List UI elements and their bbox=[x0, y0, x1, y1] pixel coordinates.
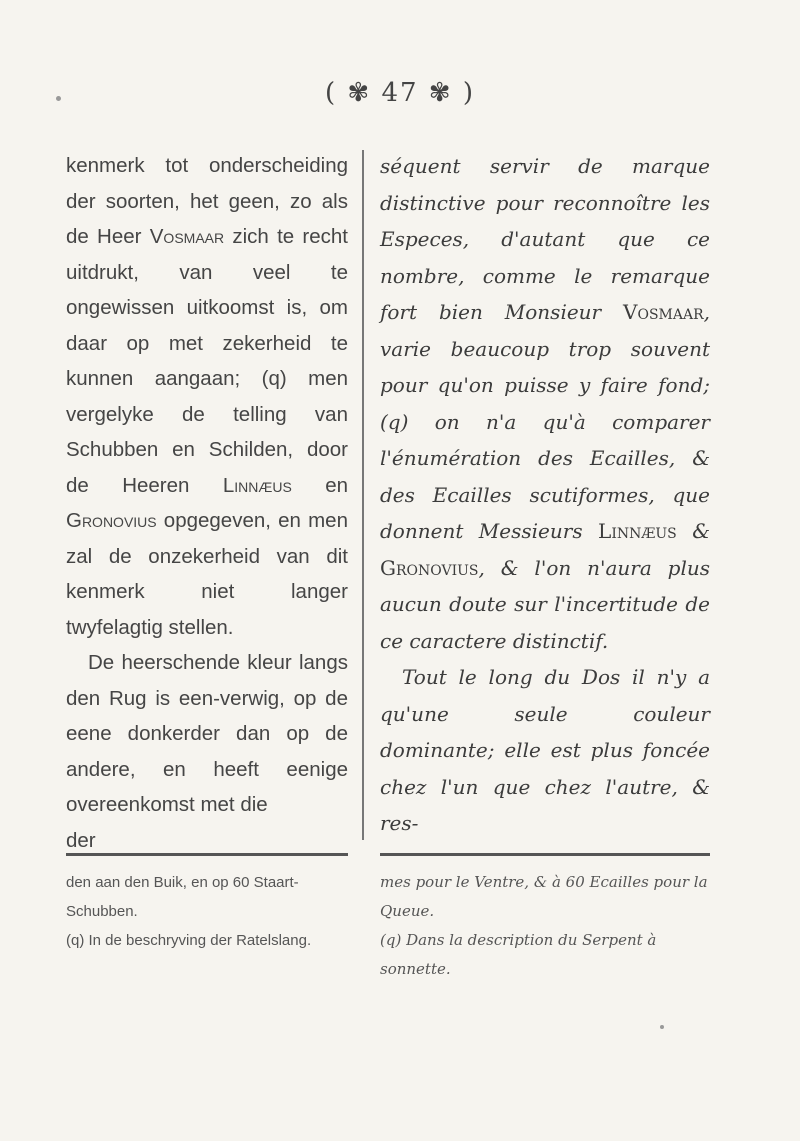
name-linnaeus-fr: Linnæus bbox=[598, 519, 677, 543]
left-paragraph-1: kenmerk tot onderscheiding der soorten, het geen, zo als de Heer Vosmaar zich te recht uitdrukt, van veel te ongewissen uitkoomst is, om daar op met zekerheid te kunnen aangaan; (q) men vergelyke de telling van Schubben en Schilden, door de Heeren Linnæus en Gronovius opgegeven, en men zal de onzekerheid van dit kenmerk niet langer twyfelagtig stellen. bbox=[66, 154, 348, 639]
right-column-french bbox=[380, 148, 710, 842]
footnote-right-1: mes pour le Ventre, & à 60 Ecailles pour la Queue. bbox=[380, 873, 708, 920]
right-paragraph-1: séquent servir de marque distinctive pour reconnoître les Especes, d'autant que ce nombre, comme le remarque fort bien Monsieur Vosmaar, varie beaucoup trop souvent pour qu'on puisse y faire fond; (q) on n'a qu'à comparer l'énumération des Ecailles, & des Ecailles scutiformes, que donnent Messieurs Linnæus & Gronovius, & l'on n'aura plus aucun doute sur l'incertitude de ce caractere distinctif. bbox=[380, 154, 710, 653]
name-linnaeus: Linnæus bbox=[222, 473, 292, 497]
name-gronovius: Gronovius bbox=[66, 509, 157, 532]
left-column-dutch bbox=[66, 148, 348, 858]
print-speck bbox=[56, 96, 61, 101]
footnotes-right bbox=[380, 868, 710, 984]
name-vosmaar: Vosmaar bbox=[149, 225, 225, 248]
footnote-rule-left bbox=[66, 853, 348, 856]
name-gronovius-fr: Gronovius bbox=[380, 555, 479, 580]
print-speck bbox=[660, 1025, 664, 1029]
page-number: ( ✾ 47 ✾ ) bbox=[325, 78, 475, 108]
right-paragraph-2: Tout le long du Dos il n'y a qu'une seule couleur dominante; elle est plus foncée chez l'un que chez l'autre, & res- bbox=[380, 665, 710, 835]
name-vosmaar-fr: Vosmaar bbox=[623, 300, 704, 324]
footnote-right-2: (q) Dans la description du Serpent à sonnette. bbox=[380, 931, 657, 978]
left-paragraph-2: De heerschende kleur langs den Rug is een-verwig, op de eene donkerder dan op de andere, en heeft eenige overeenkomst met die bbox=[66, 651, 348, 816]
footnote-left-1: den aan den Buik, en op 60 Staart-Schubben. bbox=[66, 874, 299, 920]
footnote-rule-right bbox=[380, 853, 710, 856]
left-catchword: der bbox=[66, 828, 96, 852]
column-divider bbox=[362, 150, 364, 840]
footnote-left-2: (q) In de beschryving der Ratelslang. bbox=[66, 932, 312, 949]
footnotes-left bbox=[66, 868, 356, 955]
